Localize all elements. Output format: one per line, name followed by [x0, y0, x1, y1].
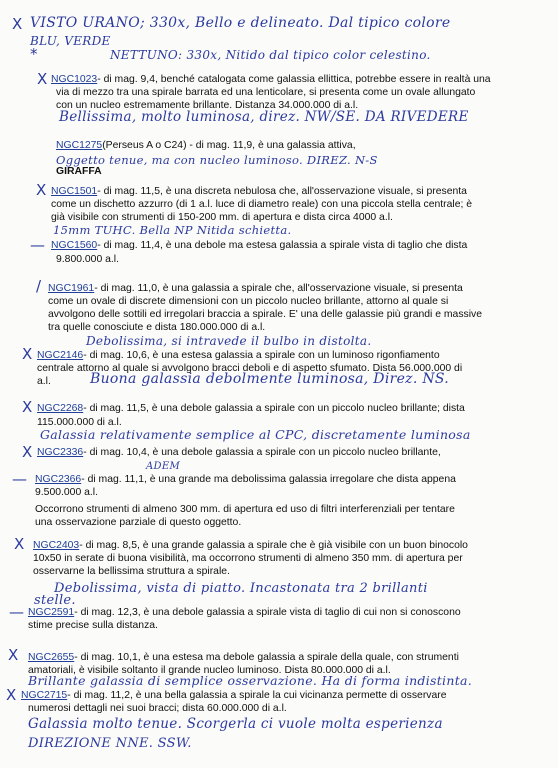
- ngc-link[interactable]: NGC2715: [21, 690, 68, 701]
- entry-line: 10x50 in serate di buona visibilità, ma occorrono strumenti di almeno 350 mm. di apertura per: [33, 553, 463, 564]
- entry-line: 115.000.000 di a.l.: [37, 417, 122, 428]
- entry-line: NGC1560- di mag. 11,4, è una debole ma estesa galassia a spirale vista di taglio che dista: [51, 240, 468, 251]
- dash-mark: —: [30, 236, 45, 254]
- slash-mark: /: [36, 277, 42, 295]
- entry-line: NGC1275(Perseus A o C24) - di mag. 11,9, è una galassia attiva,: [56, 140, 356, 151]
- entry-line: a.l.: [37, 376, 51, 387]
- bold-label: GIRAFFA: [56, 166, 102, 177]
- cross-mark: X: [22, 398, 33, 416]
- entry-line: con un nucleo estremamente brillante. Distanza 34.000.000 di a.l.: [56, 100, 359, 111]
- entry-line: NGC1961- di mag. 11,0, è una galassia a spirale che, all'osservazione visuale, si presenta: [48, 283, 463, 294]
- entry-line: avvolgono delle sottili ed irregolari braccia a spirale. E' una delle galassie più grandi e massive: [48, 309, 483, 320]
- entry-line: NGC2146- di mag. 10,6, è una estesa galassia a spirale con un luminoso rigonfiamento: [37, 350, 440, 361]
- cross-mark: X: [36, 181, 47, 199]
- entry-line: NGC2336- di mag. 10,4, è una debole galassia a spirale con un piccolo nucleo brillante,: [37, 447, 441, 458]
- entry-line: centrale attorno al quale si avvolgono bracci deboli e di aspetto sfumato. Dista 56.000.000 di: [37, 363, 463, 374]
- ngc-link[interactable]: NGC2146: [37, 350, 84, 361]
- ngc-link[interactable]: NGC2336: [37, 447, 84, 458]
- asterisk-mark: *: [30, 45, 38, 63]
- entry-line: una osservazione parziale di questo oggetto.: [35, 517, 242, 528]
- entry-line: come un ovale di discrete dimensioni con un piccolo nucleo brillante, attorno al quale si: [48, 296, 449, 307]
- entry-line: 9.500.000 a.l.: [35, 487, 98, 498]
- entry-line: NGC2403- di mag. 8,5, è una grande galassia a spirale che è già visibile con un buon binocolo: [33, 540, 468, 551]
- cross-mark: X: [6, 686, 17, 704]
- entry-line: NGC2366- di mag. 11,1, è una grande ma debolissima galassia irregolare che dista appena: [35, 474, 456, 485]
- handwritten-note: 15mm TUHC. Bella NP Nitida schietta.: [53, 223, 292, 237]
- handwritten-note: Galassia molto tenue. Scorgerla ci vuole molta esperienza: [28, 716, 443, 732]
- entry-line: stime precise sulla distanza.: [28, 620, 158, 631]
- handwritten-uranus-note-cont: BLU, VERDE: [30, 34, 111, 48]
- cross-mark: X: [22, 345, 33, 363]
- ngc-link[interactable]: NGC2268: [37, 403, 84, 414]
- ngc-link[interactable]: NGC1961: [48, 283, 95, 294]
- entry-line: già visibile con strumenti di 150-200 mm. di apertura e dista circa 4000 a.l.: [51, 212, 393, 223]
- handwritten-note: Galassia relativamente semplice al CPC, discretamente luminosa: [40, 427, 471, 442]
- dash-mark: —: [9, 603, 24, 621]
- handwritten-note: Bellissima, molto luminosa, direz. NW/SE. DA RIVEDERE: [59, 109, 469, 125]
- handwritten-uranus-note: VISTO URANO; 330x, Bello e delineato. Dal tipico colore: [30, 15, 451, 31]
- handwritten-note: Brillante galassia di semplice osservazione. Ha di forma indistinta.: [28, 673, 473, 688]
- entry-line: NGC2655- di mag. 10,1, è una estesa ma debole galassia a spirale della quale, con strumenti: [28, 652, 459, 663]
- cross-mark: X: [22, 443, 33, 461]
- ngc-link[interactable]: NGC1560: [51, 240, 98, 251]
- entry-line: numerosi dettagli nei suoi bracci; dista 60.000.000 di a.l.: [28, 703, 287, 714]
- ngc-link[interactable]: NGC1501: [51, 186, 98, 197]
- handwritten-note: stelle.: [34, 593, 76, 608]
- entry-line: NGC2715- di mag. 11,2, è una bella galassia a spirale la cui vicinanza permette di osservare: [21, 690, 447, 701]
- entry-line: tra quelle conosciute e dista 180.000.000 di a.l.: [48, 322, 266, 333]
- entry-line: come un dischetto azzurro (di 1 a.l. luce di diametro reale) con una piccola stella centrale; è: [51, 199, 473, 210]
- ngc-link[interactable]: NGC2655: [28, 652, 75, 663]
- entry-line: amatoriali, è visibile soltanto il grande nucleo luminoso. Dista 80.000.000 di a.l.: [28, 665, 391, 676]
- entry-line: NGC2591- di mag. 12,3, è una debole galassia a spirale vista di taglio di cui non si conoscono: [28, 607, 461, 618]
- handwritten-note: Debolissima, si intravede il bulbo in distolta.: [86, 334, 372, 348]
- cross-mark: X: [8, 646, 19, 664]
- cross-mark: X: [12, 15, 23, 33]
- ngc-link[interactable]: NGC1275: [56, 140, 103, 151]
- handwritten-note: ADEM: [146, 461, 180, 472]
- handwritten-note: Buona galassia debolmente luminosa, Direz. NS.: [90, 371, 450, 387]
- handwritten-note: DIREZIONE NNE. SSW.: [28, 736, 192, 751]
- handwritten-neptune-note: NETTUNO: 330x, Nitido dal tipico color celestino.: [110, 48, 431, 62]
- entry-line: osservarne la bellissima struttura a spirale.: [33, 566, 230, 577]
- entry-line: via di mezzo tra una spirale barrata ed una lenticolare, si presenta come un ovale allungato: [56, 87, 476, 98]
- handwritten-note: Debolissima, vista di piatto. Incastonata tra 2 brillanti: [54, 581, 428, 596]
- handwritten-note: Oggetto tenue, ma con nucleo luminoso. DIREZ. N-S: [56, 153, 378, 167]
- ngc-link[interactable]: NGC1023: [51, 74, 98, 85]
- ngc-link[interactable]: NGC2403: [33, 540, 80, 551]
- ngc-link[interactable]: NGC2591: [28, 607, 75, 618]
- entry-line: NGC1023- di mag. 9,4, benché catalogata come galassia ellittica, potrebbe essere in realtà una: [51, 74, 491, 85]
- entry-line: 9.800.000 a.l.: [56, 254, 119, 265]
- cross-mark: X: [37, 70, 48, 88]
- entry-line: NGC2268- di mag. 11,5, è una debole galassia a spirale con un piccolo nucleo brillante; dista: [37, 403, 465, 414]
- entry-line: NGC1501- di mag. 11,5, è una discreta nebulosa che, all'osservazione visuale, si presenta: [51, 186, 467, 197]
- cross-mark: X: [14, 535, 25, 553]
- dash-mark: —: [12, 470, 27, 488]
- entry-line: Occorrono strumenti di almeno 300 mm. di apertura ed uso di filtri interferenziali per tentare: [35, 504, 455, 515]
- ngc-link[interactable]: NGC2366: [35, 474, 82, 485]
